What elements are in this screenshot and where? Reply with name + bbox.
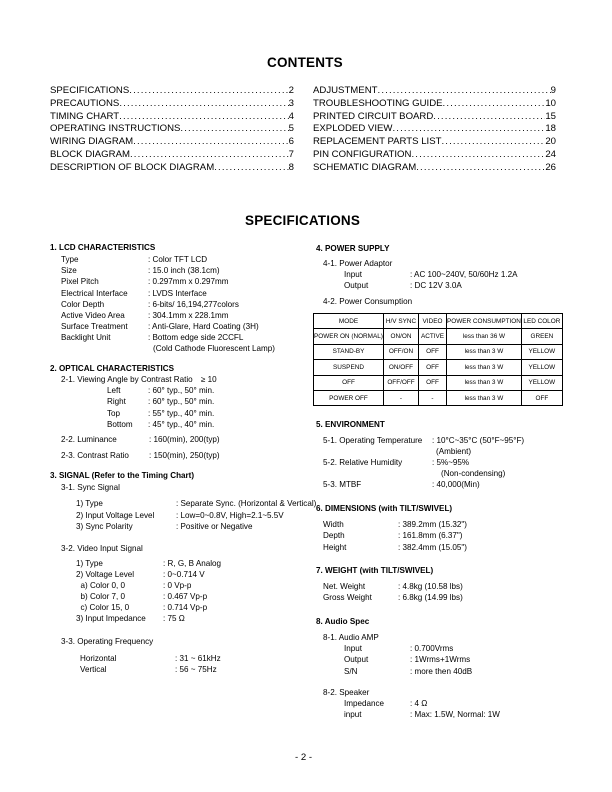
weight-row-label: Net. Weight: [323, 582, 366, 591]
toc-entry[interactable]: [50, 85, 294, 98]
toc-leader-dots: [392, 123, 545, 136]
video-row-label: c) Color 15, 0: [76, 602, 130, 612]
lcd-spec-row-label: Size: [61, 266, 77, 276]
humidity-value: : 5%~95%: [432, 458, 470, 467]
speaker-row-label: Impedance: [344, 699, 385, 708]
toc-entry-label: BLOCK DIAGRAM: [50, 149, 130, 160]
power-table-header-cell: LED COLOR: [521, 314, 562, 329]
toc-entry-page: 9: [550, 85, 556, 96]
video-row-label: 1) Type: [76, 559, 103, 568]
speaker-row-value: : Max: 1.5W, Normal: 1W: [410, 710, 500, 720]
power-consumption-table: [313, 313, 563, 406]
frequency-row-value: : 56 ~ 75Hz: [175, 665, 217, 675]
power-table-cell: OFF/ON: [384, 344, 419, 359]
toc-leader-dots: [180, 123, 288, 136]
power-table-cell: ACTIVE: [419, 329, 447, 344]
adaptor-row-label: Input: [344, 270, 363, 279]
humidity-label: 5-2. Relative Humidity: [323, 458, 403, 467]
toc-entry[interactable]: [50, 111, 294, 124]
dimension-row-value: : 382.4mm (15.05"): [398, 542, 468, 552]
luminance-value: : 160(min), 200(typ): [149, 435, 220, 444]
power-table-cell: less than 3 W: [447, 344, 522, 359]
audio-amp-row-value: : 0.700Vrms: [410, 644, 454, 653]
video-row-value: : 0~0.714 V: [163, 569, 205, 579]
environment-heading: 5. ENVIRONMENT: [316, 420, 385, 429]
power-table-cell: YELLOW: [521, 344, 562, 359]
toc-entry-label: OPERATING INSTRUCTIONS: [50, 123, 181, 135]
power-table-cell: POWER ON (NORMAL): [314, 329, 384, 344]
toc-entry[interactable]: [313, 123, 556, 136]
toc-entry-label: TROUBLESHOOTING GUIDE: [313, 97, 443, 109]
lcd-spec-row-value: : Anti-Glare, Hard Coating (3H): [148, 322, 259, 332]
toc-entry-page: 7: [288, 149, 294, 160]
power-table-cell: SUSPEND: [314, 360, 384, 375]
viewing-angle-row-value: : 55° typ., 40° min.: [148, 408, 215, 418]
toc-entry[interactable]: [50, 149, 294, 162]
lcd-spec-row-label: Active Video Area: [61, 311, 125, 320]
toc-leader-dots: [443, 98, 546, 111]
toc-entry[interactable]: [313, 85, 556, 98]
toc-entry[interactable]: [313, 162, 556, 175]
power-table-cell: OFF: [521, 390, 562, 405]
sync-row-label: 1) Type: [76, 499, 103, 508]
power-table-cell: ON/OFF: [384, 360, 419, 375]
video-row-label: 3) Input Impedance: [76, 613, 146, 623]
page-number: - 2 -: [295, 752, 313, 763]
toc-leader-dots: [133, 136, 289, 149]
speaker-row-label: input: [344, 710, 362, 720]
audio-amp-row-label: Output: [344, 655, 369, 665]
viewing-angle-label: [61, 375, 217, 384]
power-table-cell: GREEN: [521, 329, 562, 344]
toc-entry-page: 20: [545, 136, 556, 148]
contrast-value: : 150(min), 250(typ): [149, 451, 220, 460]
contrast-label: 2-3. Contrast Ratio: [61, 451, 129, 460]
audio-amp-row-value: : more then 40dB: [410, 666, 473, 676]
toc-entry[interactable]: [50, 162, 294, 175]
toc-entry-label: EXPLODED VIEW: [313, 123, 393, 135]
frequency-row-label: Horizontal: [80, 654, 117, 663]
toc-leader-dots: [214, 162, 288, 175]
operating-frequency-title: 3-3. Operating Frequency: [61, 637, 154, 646]
temperature-label: 5-1. Operating Temperature: [323, 436, 423, 445]
audio-amp-row-label: Input: [344, 644, 363, 653]
speaker-row-value: : 4 Ω: [410, 699, 428, 708]
toc-entry[interactable]: [313, 136, 556, 149]
power-table-header-cell: MODE: [314, 314, 384, 329]
video-row-label: b) Color 7, 0: [76, 591, 126, 601]
luminance-label: 2-2. Luminance: [61, 435, 117, 444]
video-row-value: : 0 Vp-p: [163, 580, 192, 590]
toc-entry-page: 3: [288, 97, 294, 109]
audio-amp-row-label: S/N: [344, 666, 358, 676]
lcd-spec-row-value: : Color TFT LCD: [148, 255, 208, 264]
power-table-header-cell: POWER CONSUMPTION: [447, 314, 522, 329]
toc-entry-page: 4: [288, 110, 294, 122]
toc-entry[interactable]: [50, 123, 294, 136]
power-table-row: [314, 375, 563, 390]
toc-entry-page: 8: [288, 161, 294, 173]
toc-leader-dots: [433, 111, 545, 124]
sync-row-label: 2) Input Voltage Level: [76, 510, 155, 520]
power-table-header: [314, 314, 563, 329]
audio-amp-title: 8-1. Audio AMP: [323, 633, 379, 642]
toc-leader-dots: [119, 111, 289, 124]
viewing-angle-row-value: : 60° typ., 50° min.: [148, 397, 215, 407]
power-table-cell: -: [419, 390, 447, 405]
video-row-value: : R, G, B Analog: [163, 559, 222, 568]
audio-amp-row-value: : 1Wrms+1Wrms: [410, 655, 471, 665]
power-table-cell: less than 36 W: [447, 329, 522, 344]
toc-entry-label: SCHEMATIC DIAGRAM: [313, 161, 417, 173]
lcd-spec-row-value: : LVDS Interface: [148, 288, 207, 298]
optical-heading: 2. OPTICAL CHARACTERISTICS: [50, 364, 174, 373]
lcd-spec-row-label: Surface Treatment: [61, 322, 128, 332]
lcd-spec-row-label: Type: [61, 255, 79, 264]
toc-leader-dots: [378, 85, 551, 98]
sync-row-value: : Positive or Negative: [176, 522, 253, 532]
dimension-row-label: Width: [323, 520, 344, 529]
power-table-cell: ON/ON: [384, 329, 419, 344]
power-table-cell: less than 3 W: [447, 375, 522, 390]
toc-entry-label: PIN CONFIGURATION: [313, 149, 412, 160]
video-row-label: 2) Voltage Level: [76, 569, 135, 579]
toc-entry-page: 15: [545, 110, 556, 122]
lcd-spec-row-value: : 15.0 inch (38.1cm): [148, 266, 220, 276]
lcd-spec-row-label: Backlight Unit: [61, 333, 111, 343]
toc-entry-label: ADJUSTMENT: [313, 85, 378, 96]
dimensions-heading: 6. DIMENSIONS (with TILT/SWIVEL): [316, 504, 453, 513]
power-table-row: [314, 390, 563, 405]
power-table-cell: OFF: [314, 375, 384, 390]
weight-row-value: : 4.8kg (10.58 lbs): [398, 582, 463, 591]
power-table-row: [314, 360, 563, 375]
power-table-body: [314, 329, 563, 406]
weight-row-value: : 6.8kg (14.99 lbs): [398, 593, 463, 603]
power-table-cell: YELLOW: [521, 375, 562, 390]
toc-entry[interactable]: [313, 149, 556, 162]
viewing-angle-row-label: Left: [107, 386, 121, 395]
dimension-row-label: Height: [323, 542, 347, 552]
toc-leader-dots: [119, 98, 288, 111]
power-table-cell: OFF: [419, 360, 447, 375]
dimension-row-label: Depth: [323, 531, 345, 541]
dimension-row-value: : 389.2mm (15.32"): [398, 520, 468, 529]
backlight-note: (Cold Cathode Fluorescent Lamp): [153, 344, 275, 353]
mtbf-value: : 40,000(Min): [432, 480, 480, 489]
viewing-angle-text: 2-1. Viewing Angle by Contrast Ratio: [61, 375, 193, 384]
toc-entry-page: 6: [288, 136, 294, 148]
power-table-cell: OFF/OFF: [384, 375, 419, 390]
power-table-row: [314, 344, 563, 359]
video-input-title: 3-2. Video Input Signal: [61, 544, 143, 553]
power-table-row: [314, 329, 563, 344]
mtbf-label: 5-3. MTBF: [323, 480, 362, 489]
sync-row-value: : Separate Sync. (Horizontal & Vertical): [176, 499, 317, 508]
video-row-value: : 75 Ω: [163, 613, 185, 623]
lcd-spec-row-label: Pixel Pitch: [61, 277, 99, 287]
toc-entry-label: PRINTED CIRCUIT BOARD: [313, 110, 434, 122]
toc-entry[interactable]: [50, 98, 294, 111]
toc-entry-page: 10: [545, 97, 556, 109]
lcd-spec-row-value: : 304.1mm x 228.1mm: [148, 311, 229, 320]
viewing-angle-row-value: : 45° typ., 40° min.: [148, 419, 215, 429]
toc-entry-page: 18: [545, 123, 556, 135]
toc-leader-dots: [441, 136, 545, 149]
adaptor-row-label: Output: [344, 281, 369, 291]
adaptor-row-value: : DC 12V 3.0A: [410, 281, 462, 291]
power-table-header-cell: VIDEO: [419, 314, 447, 329]
weight-row-label: Gross Weight: [323, 593, 372, 603]
power-table-cell: YELLOW: [521, 360, 562, 375]
power-table-cell: less than 3 W: [447, 360, 522, 375]
toc-entry-label: REPLACEMENT PARTS LIST: [313, 136, 442, 148]
toc-entry[interactable]: [50, 136, 294, 149]
power-table-cell: STAND-BY: [314, 344, 384, 359]
frequency-row-label: Vertical: [80, 665, 107, 675]
lcd-spec-row-value: : 6-bits/ 16,194,277colors: [148, 299, 239, 309]
specifications-title: SPECIFICATIONS: [245, 213, 361, 228]
power-table-cell: OFF: [419, 375, 447, 390]
toc-entry-page: 26: [545, 161, 556, 173]
toc-entry-page: 24: [545, 149, 556, 160]
lcd-heading: 1. LCD CHARACTERISTICS: [50, 243, 156, 252]
speaker-title: 8-2. Speaker: [323, 688, 370, 697]
toc-entry-page: 5: [288, 123, 294, 135]
lcd-spec-row-label: Electrical Interface: [61, 288, 128, 298]
lcd-spec-row-value: : Bottom edge side 2CCFL: [148, 333, 244, 343]
sync-row-value: : Low=0~0.8V, High=2.1~5.5V: [176, 510, 284, 520]
power-table-cell: less than 3 W: [447, 390, 522, 405]
video-row-value: : 0.714 Vp-p: [163, 602, 208, 612]
toc-leader-dots: [416, 162, 545, 175]
sync-signal-title: 3-1. Sync Signal: [61, 483, 120, 492]
viewing-angle-row-value: : 60° typ., 50° min.: [148, 386, 215, 395]
toc-entry-label: SPECIFICATIONS: [50, 85, 130, 96]
power-adaptor-title: 4-1. Power Adaptor: [323, 259, 393, 268]
sync-row-label: 3) Sync Polarity: [76, 522, 133, 532]
lcd-spec-row-label: Color Depth: [61, 299, 105, 309]
toc-entry-label: PRECAUTIONS: [50, 97, 120, 109]
toc-entry-page: 2: [288, 85, 294, 96]
power-consumption-title: 4-2. Power Consumption: [323, 297, 413, 306]
adaptor-row-value: : AC 100~240V, 50/60Hz 1.2A: [410, 270, 518, 279]
temperature-value: : 10°C~35°C (50°F~95°F): [432, 436, 525, 445]
viewing-angle-condition: ≥ 10: [200, 375, 217, 384]
viewing-angle-row-label: Right: [107, 397, 126, 407]
toc-entry[interactable]: [313, 111, 556, 124]
lcd-spec-row-value: : 0.297mm x 0.297mm: [148, 277, 229, 287]
audio-heading: 8. Audio Spec: [316, 617, 370, 626]
toc-leader-dots: [411, 149, 545, 162]
toc-entry-label: TIMING CHART: [50, 110, 120, 122]
power-table-cell: OFF: [419, 344, 447, 359]
power-table-header-cell: H/V SYNC: [384, 314, 419, 329]
viewing-angle-row-label: Top: [107, 408, 121, 418]
temperature-note: (Ambient): [436, 447, 472, 456]
toc-entry-label: DESCRIPTION OF BLOCK DIAGRAM: [50, 161, 215, 173]
toc-leader-dots: [130, 149, 289, 162]
frequency-row-value: : 31 ~ 61kHz: [175, 654, 221, 663]
weight-heading: 7. WEIGHT (with TILT/SWIVEL): [316, 566, 434, 575]
power-heading: 4. POWER SUPPLY: [316, 244, 390, 253]
power-table-cell: POWER OFF: [314, 390, 384, 405]
dimension-row-value: : 161.8mm (6.37"): [398, 531, 463, 541]
toc-entry-label: WIRING DIAGRAM: [50, 136, 134, 148]
viewing-angle-row-label: Bottom: [107, 419, 133, 429]
humidity-note: (Non-condensing): [441, 469, 506, 478]
contents-title: CONTENTS: [267, 55, 343, 70]
toc-entry[interactable]: [313, 98, 556, 111]
toc-leader-dots: [129, 85, 288, 98]
video-row-value: : 0.467 Vp-p: [163, 591, 208, 601]
video-row-label: a) Color 0, 0: [76, 580, 126, 590]
power-table-cell: -: [384, 390, 419, 405]
signal-heading: 3. SIGNAL (Refer to the Timing Chart): [50, 471, 195, 480]
